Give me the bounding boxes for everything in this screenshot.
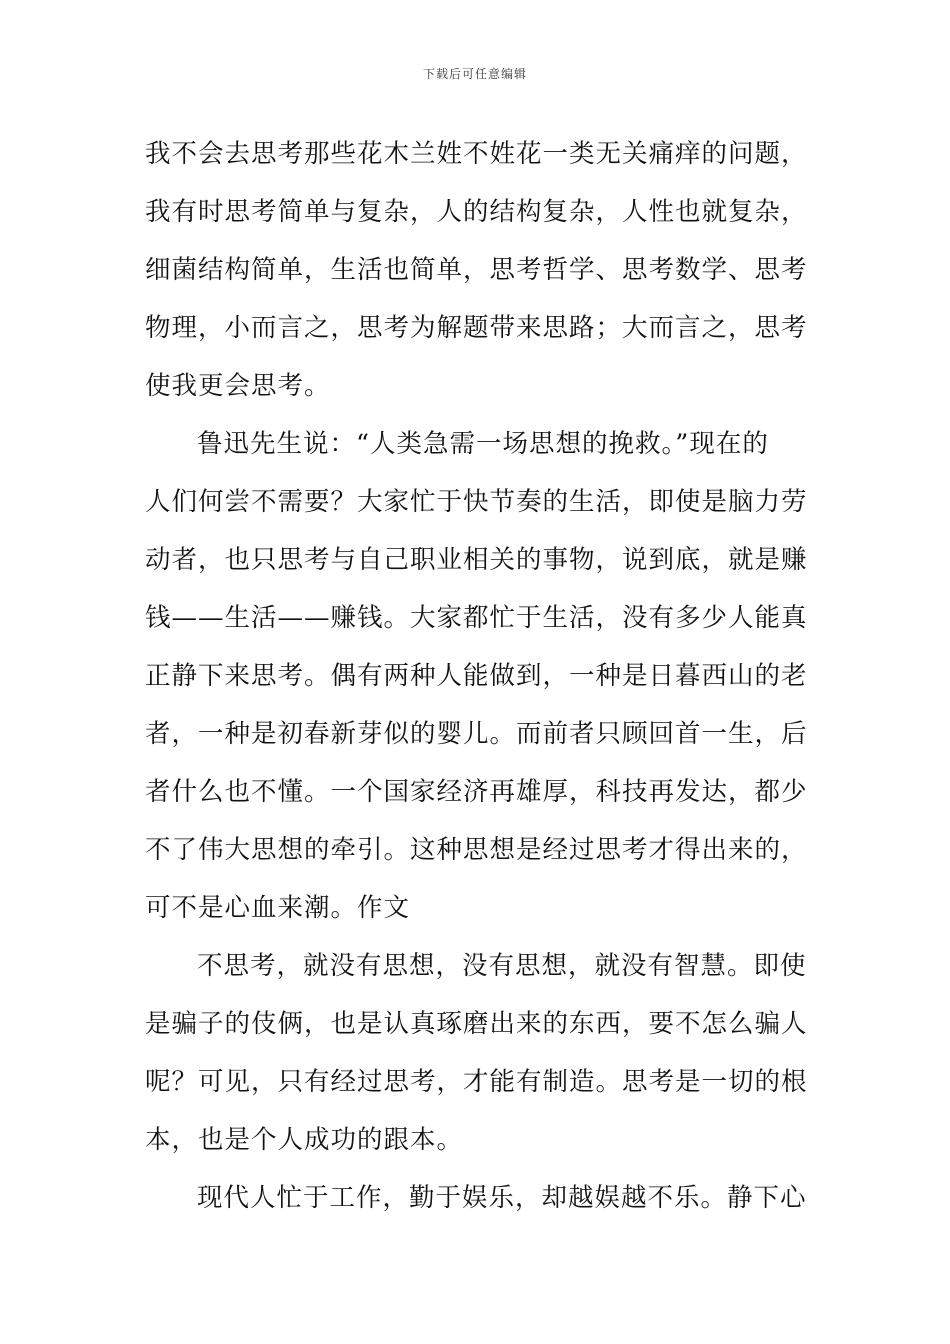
text-line: 物理，小而言之，思考为解题带来思路；大而言之，思考 <box>145 313 808 343</box>
text-line: 者什么也不懂。一个国家经济再雄厚，科技再发达，都少 <box>145 777 808 807</box>
text-line: 正静下来思考。偶有两种人能做到，一种是日暮西山的老 <box>145 661 808 691</box>
text-line: 可不是心血来潮。作文 <box>145 893 411 923</box>
text-line: 本，也是个人成功的跟本。 <box>145 1125 464 1155</box>
page-header: 下载后可任意编辑 <box>422 67 527 81</box>
text-line: 鲁迅先生说：“人类急需一场思想的挽救。”现在的 <box>197 429 769 459</box>
text-line: 使我更会思考。 <box>145 371 331 401</box>
text-line: 动者，也只思考与自己职业相关的事物，说到底，就是赚 <box>145 545 808 575</box>
text-line: 我不会去思考那些花木兰姓不姓花一类无关痛痒的问题， <box>145 139 808 169</box>
text-line: 我有时思考简单与复杂，人的结构复杂，人性也就复杂， <box>145 197 808 227</box>
text-line: 不了伟大思想的牵引。这种思想是经过思考才得出来的， <box>145 835 808 865</box>
document-body <box>145 130 809 1232</box>
text-line: 细菌结构简单，生活也简单，思考哲学、思考数学、思考 <box>145 255 808 285</box>
text-line: 不思考，就没有思想，没有思想，就没有智慧。即使 <box>197 951 807 981</box>
text-line: 是骗子的伎俩，也是认真琢磨出来的东西，要不怎么骗人 <box>145 1009 808 1039</box>
text-line: 钱——生活——赚钱。大家都忙于生活，没有多少人能真 <box>145 603 808 633</box>
text-line: 现代人忙于工作，勤于娱乐，却越娱越不乐。静下心 <box>197 1183 807 1213</box>
text-line: 呢？可见，只有经过思考，才能有制造。思考是一切的根 <box>145 1067 808 1097</box>
text-line: 者，一种是初春新芽似的婴儿。而前者只顾回首一生，后 <box>145 719 808 749</box>
text-line: 人们何尝不需要？大家忙于快节奏的生活，即使是脑力劳 <box>145 487 808 517</box>
